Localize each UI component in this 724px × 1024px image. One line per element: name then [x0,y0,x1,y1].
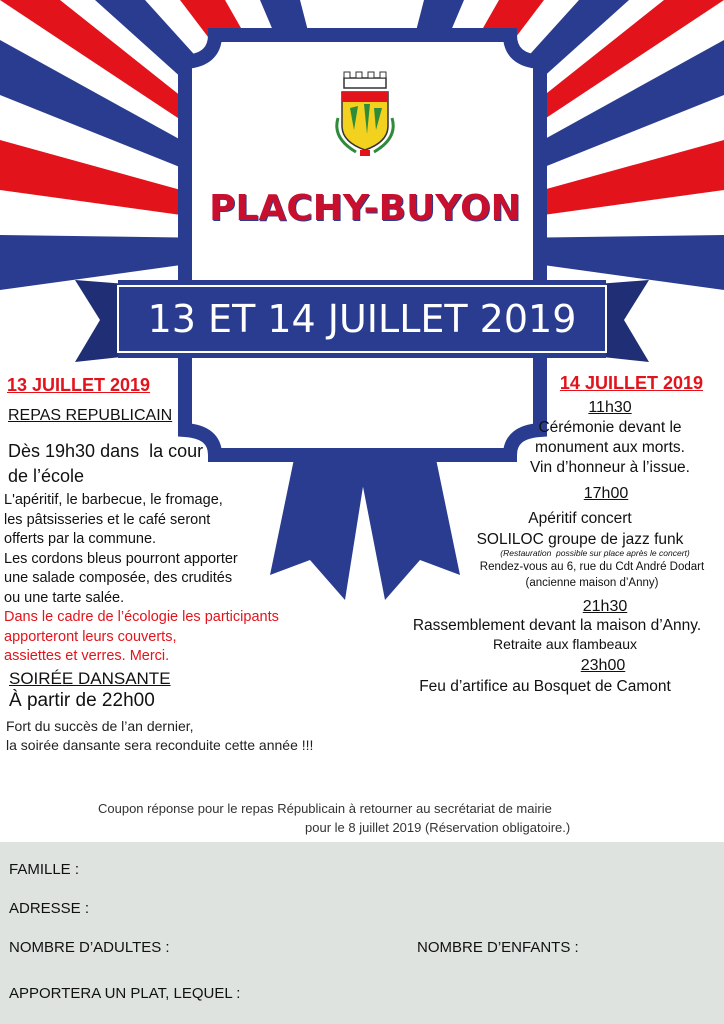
day2-event3: Rassemblement devant la maison d’Anny. [412,617,702,634]
desc-line: la soirée dansante sera reconduite cette année !!! [6,737,314,753]
event-line: SOLILOC groupe de jazz funk [476,531,684,548]
day1-event1-title: REPAS REPUBLICAIN [8,407,173,424]
coupon-text [60,799,700,837]
day2-time3: 21h30 [582,598,628,615]
desc-line: les pâtsisseries et le café seront [4,511,211,528]
day2-event2-note: (Restauration possible sur place après le concert) [500,548,690,558]
form-adresse-label: ADRESSE : [9,900,90,917]
day2-event2 [440,508,720,550]
day1-date: 13 JUILLET 2019 [7,375,151,395]
day1-event1-time-line1: Dès 19h30 dans la cour [8,441,204,461]
note-line: apporteront leurs couverts, [4,628,177,645]
desc-line: offerts par la commune. [4,531,157,547]
desc-line: Les cordons bleus pourront apporter [4,550,238,567]
day1-event1-desc [4,491,238,608]
form-enfants-label: NOMBRE D’ENFANTS : [417,939,579,956]
desc-line: Fort du succès de l’an dernier, [6,718,194,734]
day2-event3b: Retraite aux flambeaux [493,636,637,652]
event-line: Apéritif concert [528,510,632,527]
coupon-line-2: pour le 8 juillet 2019 (Réservation obligatoire.) [305,820,571,835]
day2-date: 14 JUILLET 2019 [559,373,703,393]
day2-time1: 11h30 [588,399,632,416]
day1-event2-desc [6,717,313,755]
form-adultes-label: NOMBRE D’ADULTES : [9,939,170,956]
day2-time4: 23h00 [580,657,626,674]
desc-line: L'apéritif, le barbecue, le fromage, [4,492,223,508]
place-line: Rendez-vous au 6, rue du Cdt André Dodart [479,561,705,573]
town-title: PLACHY-BUYON [209,188,521,229]
day2-event2-place [460,559,724,591]
banner-date: 13 ET 14 JUILLET 2019 [147,297,577,341]
day2-event4: Feu d’artifice au Bosquet de Camont [419,678,671,695]
form-plat-label: APPORTERA UN PLAT, LEQUEL : [9,985,241,1002]
event-line: Cérémonie devant le [538,419,682,436]
desc-line: ou une tarte salée. [4,589,125,606]
desc-line: une salade composée, des crudités [4,570,233,586]
day1-event1-time-line2: de l’école [8,466,85,486]
note-line: assiettes et verres. Merci. [4,648,170,664]
place-line: (ancienne maison d’Anny) [525,577,659,589]
coat-of-arms-icon [337,72,393,156]
form-famille-label: FAMILLE : [9,861,80,878]
ecology-note [4,608,279,667]
day2-time2: 17h00 [583,485,629,502]
day2-event1 [490,418,724,478]
event-line: Vin d’honneur à l’issue. [530,459,690,476]
note-line: Dans le cadre de l’écologie les participants [4,609,279,625]
event-line: monument aux morts. [535,439,685,456]
coupon-line-1: Coupon réponse pour le repas Républicain à retourner au secrétariat de mairie [98,801,552,816]
day1-event2-title: SOIRÉE DANSANTE [9,669,171,688]
day1-event2-time: À partir de 22h00 [9,690,155,711]
